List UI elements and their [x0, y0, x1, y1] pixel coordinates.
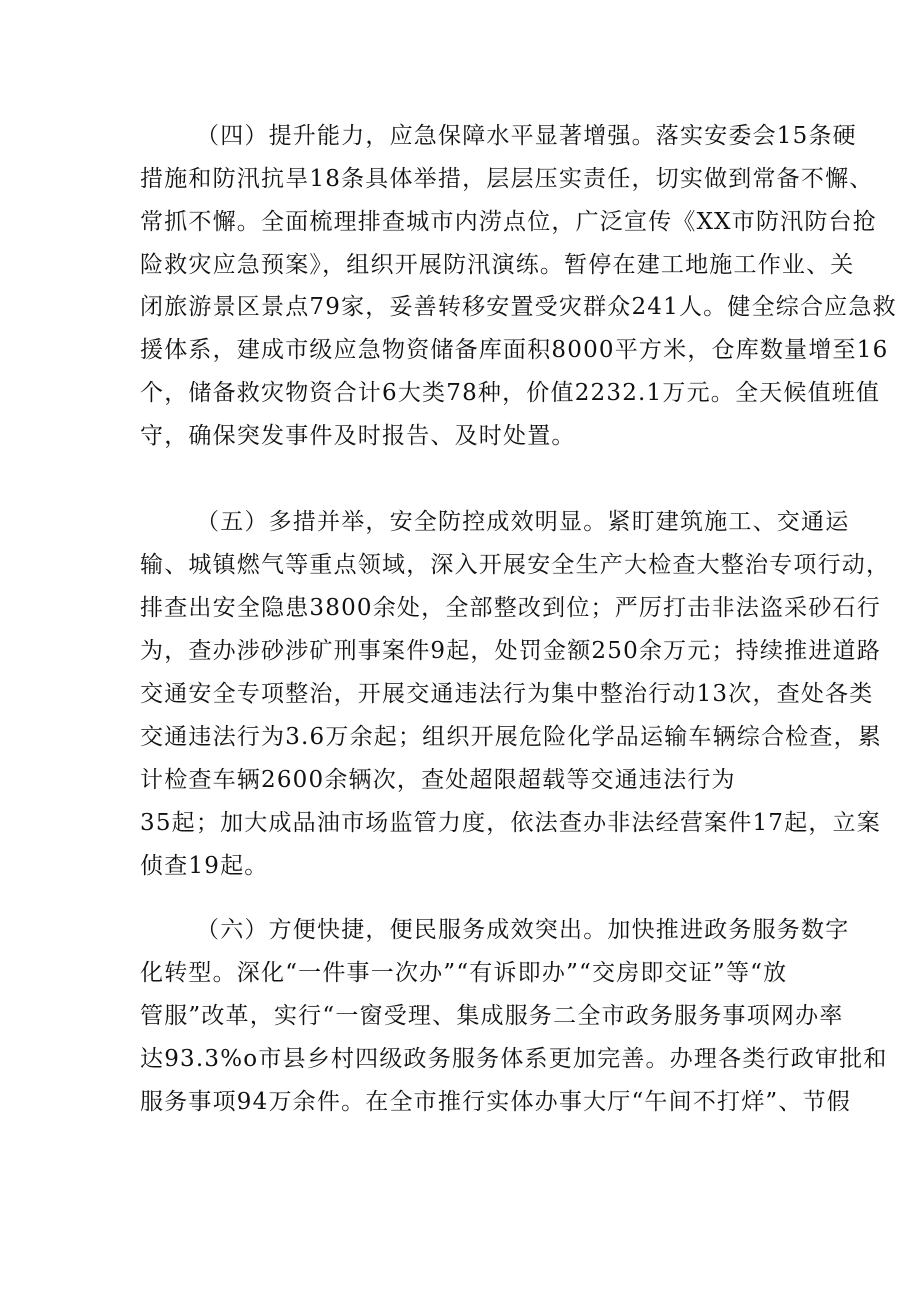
- paragraph-line: 措施和防汛抗旱18条具体举措，层层压实责任，切实做到常备不懈、: [140, 166, 874, 192]
- paragraph-line: 35起；加大成品油市场监管力度，依法查办非法经营案件17起，立案: [140, 810, 881, 836]
- paragraph-line: 守，确保突发事件及时报告、及时处置。: [140, 423, 576, 449]
- paragraph-line: 为，查办涉砂涉矿刑事案件9起，处罚金额250余万元；持续推进道路: [140, 638, 881, 664]
- paragraph-line: 化转型。深化“一件事一次办”“有诉即办”“交房即交证”等“放: [140, 960, 788, 986]
- paragraph-line: 输、城镇燃气等重点领域，深入开展安全生产大检查大整治专项行动，: [140, 552, 891, 578]
- paragraph-line: 排查出安全隐患3800余处，全部整改到位；严厉打击非法盗采砂石行: [140, 595, 881, 621]
- paragraph-line: 达93.3%o市县乡村四级政务服务体系更加完善。办理各类行政审批和: [140, 1046, 888, 1072]
- paragraph-line: 管服”改革，实行“一窗受理、集成服务二全市政务服务事项网办率: [140, 1003, 844, 1029]
- paragraph-line: （五）多措并举，安全防控成效明显。紧盯建筑施工、交通运: [196, 509, 850, 535]
- paragraph-line: 交通安全专项整治，开展交通违法行为集中整治行动13次，查处各类: [140, 681, 874, 707]
- paragraph-line: 个，储备救灾物资合计6大类78种，价值2232.1万元。全天候值班值: [140, 380, 881, 406]
- paragraph-line: 服务事项94万余件。在全市推行实体办事大厅“午间不打烊”、节假: [140, 1089, 851, 1115]
- paragraph-line: 闭旅游景区景点79家，妥善转移安置受灾群众241人。健全综合应急救: [140, 294, 897, 320]
- paragraph-line: 援体系，建成市级应急物资储备库面积8000平方米，仓库数量增至16: [140, 337, 889, 363]
- paragraph-line: 侦查19起。: [140, 853, 269, 879]
- paragraph-line: （六）方便快捷，便民服务成效突出。加快推进政务服务数字: [196, 917, 850, 943]
- paragraph-line: （四）提升能力，应急保障水平显著增强。落实安委会15条硬: [196, 123, 857, 149]
- paragraph-line: 常抓不懈。全面梳理排查城市内涝点位，广泛宣传《XX市防汛防台抢: [140, 209, 877, 235]
- paragraph-line: 计检查车辆2600余辆次，查处超限超载等交通违法行为: [140, 767, 736, 793]
- paragraph-line: 交通违法行为3.6万余起；组织开展危险化学品运输车辆综合检查，累: [140, 724, 882, 750]
- paragraph-line: 险救灾应急预案》，组织开展防汛演练。暂停在建工地施工作业、关: [140, 252, 855, 278]
